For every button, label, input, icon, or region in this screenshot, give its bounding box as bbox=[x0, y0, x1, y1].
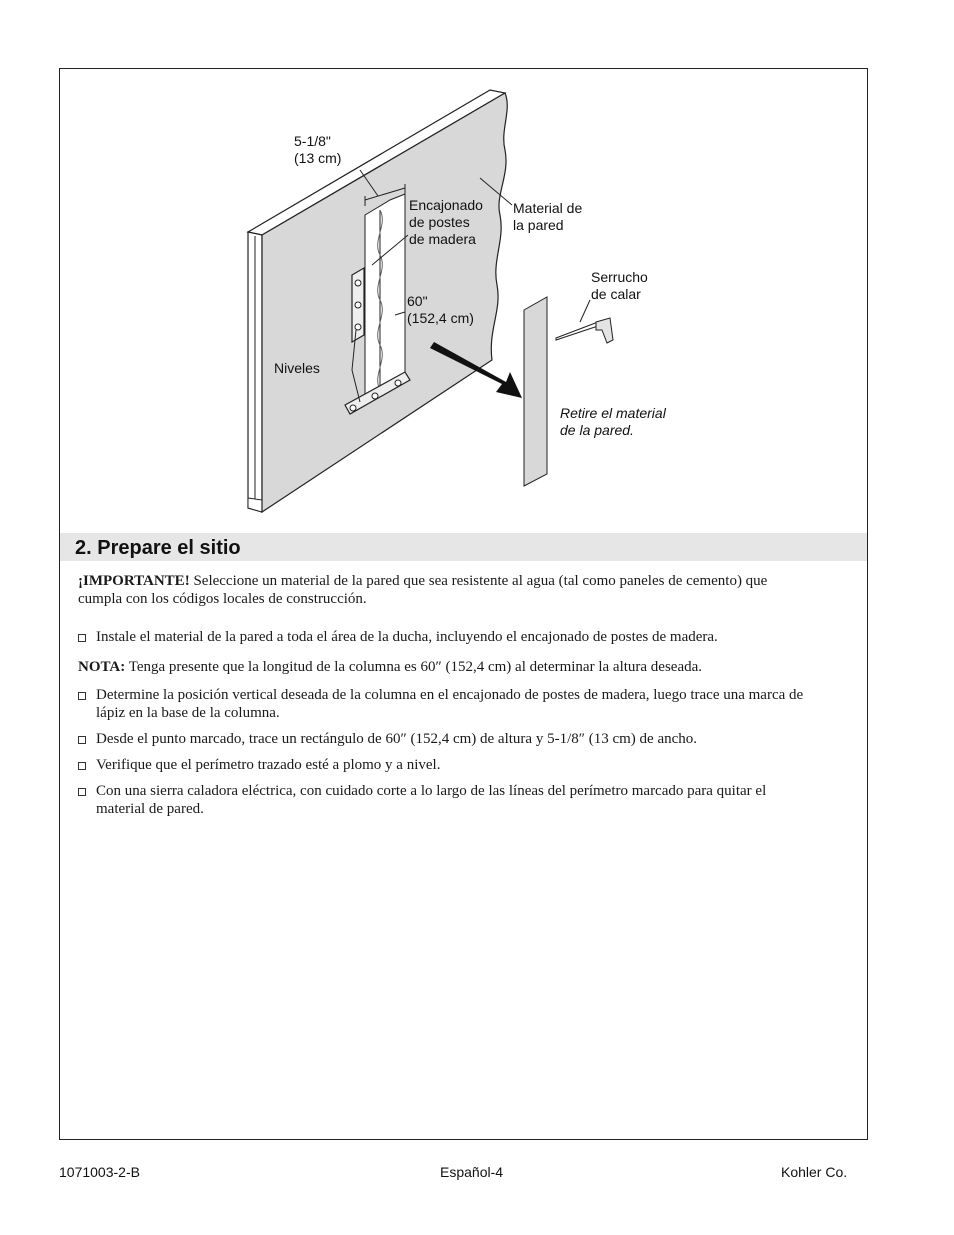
section-title: 2. Prepare el sitio bbox=[75, 537, 241, 559]
note-label: NOTA: bbox=[78, 659, 126, 675]
footer-page-number: Español-4 bbox=[440, 1164, 504, 1180]
installation-illustration bbox=[0, 0, 954, 530]
instructions bbox=[78, 572, 808, 826]
note-paragraph bbox=[78, 658, 808, 676]
list-item: Verifique que el perímetro trazado esté a plomo y a nivel. bbox=[78, 756, 808, 774]
removed-wall-piece bbox=[524, 297, 547, 486]
bullet-list-1 bbox=[78, 628, 808, 646]
footer-doc-number: 1071003-2-B bbox=[59, 1164, 140, 1180]
label-saw: Serrucho de calar bbox=[591, 269, 648, 302]
stud-channel bbox=[365, 194, 405, 395]
important-paragraph bbox=[78, 572, 808, 608]
jigsaw-icon bbox=[556, 318, 613, 343]
list-item: Instale el material de la pared a toda el área de la ducha, incluyendo el encajonado de postes de madera. bbox=[78, 628, 808, 646]
list-item: Desde el punto marcado, trace un rectángulo de 60″ (152,4 cm) de altura y 5-1/8″ (13 cm) de ancho. bbox=[78, 730, 808, 748]
label-levels: Niveles bbox=[274, 360, 320, 376]
important-text: Seleccione un material de la pared que sea resistente al agua (tal como paneles de cemento) que cumpla con los códigos locales de construcción. bbox=[78, 573, 768, 607]
checkbox-icon bbox=[78, 736, 86, 744]
label-wall-material: Material de la pared bbox=[513, 200, 583, 233]
label-width: 5-1/8" (13 cm) bbox=[294, 133, 342, 166]
section-header bbox=[60, 533, 867, 561]
wall-bottom-plate bbox=[248, 498, 262, 512]
list-item: Determine la posición vertical deseada de la columna en el encajonado de postes de madera, luego trace una marca de lápiz en la base de la columna. bbox=[78, 686, 808, 722]
important-label: ¡IMPORTANTE! bbox=[78, 573, 190, 589]
checkbox-icon bbox=[78, 788, 86, 796]
footer-company: Kohler Co. bbox=[781, 1164, 848, 1180]
label-height: 60" (152,4 cm) bbox=[407, 293, 474, 326]
checkbox-icon bbox=[78, 634, 86, 642]
label-studs: Encajonado de postes de madera bbox=[409, 197, 483, 247]
bullet-list-2 bbox=[78, 686, 808, 818]
checkbox-icon bbox=[78, 762, 86, 770]
label-remove: Retire el material de la pared. bbox=[560, 405, 666, 438]
note-text: Tenga presente que la longitud de la columna es 60″ (152,4 cm) al determinar la altura deseada. bbox=[125, 659, 703, 675]
checkbox-icon bbox=[78, 692, 86, 700]
list-item: Con una sierra caladora eléctrica, con cuidado corte a lo largo de las líneas del perímetro marcado para quitar el material de pared. bbox=[78, 782, 808, 818]
